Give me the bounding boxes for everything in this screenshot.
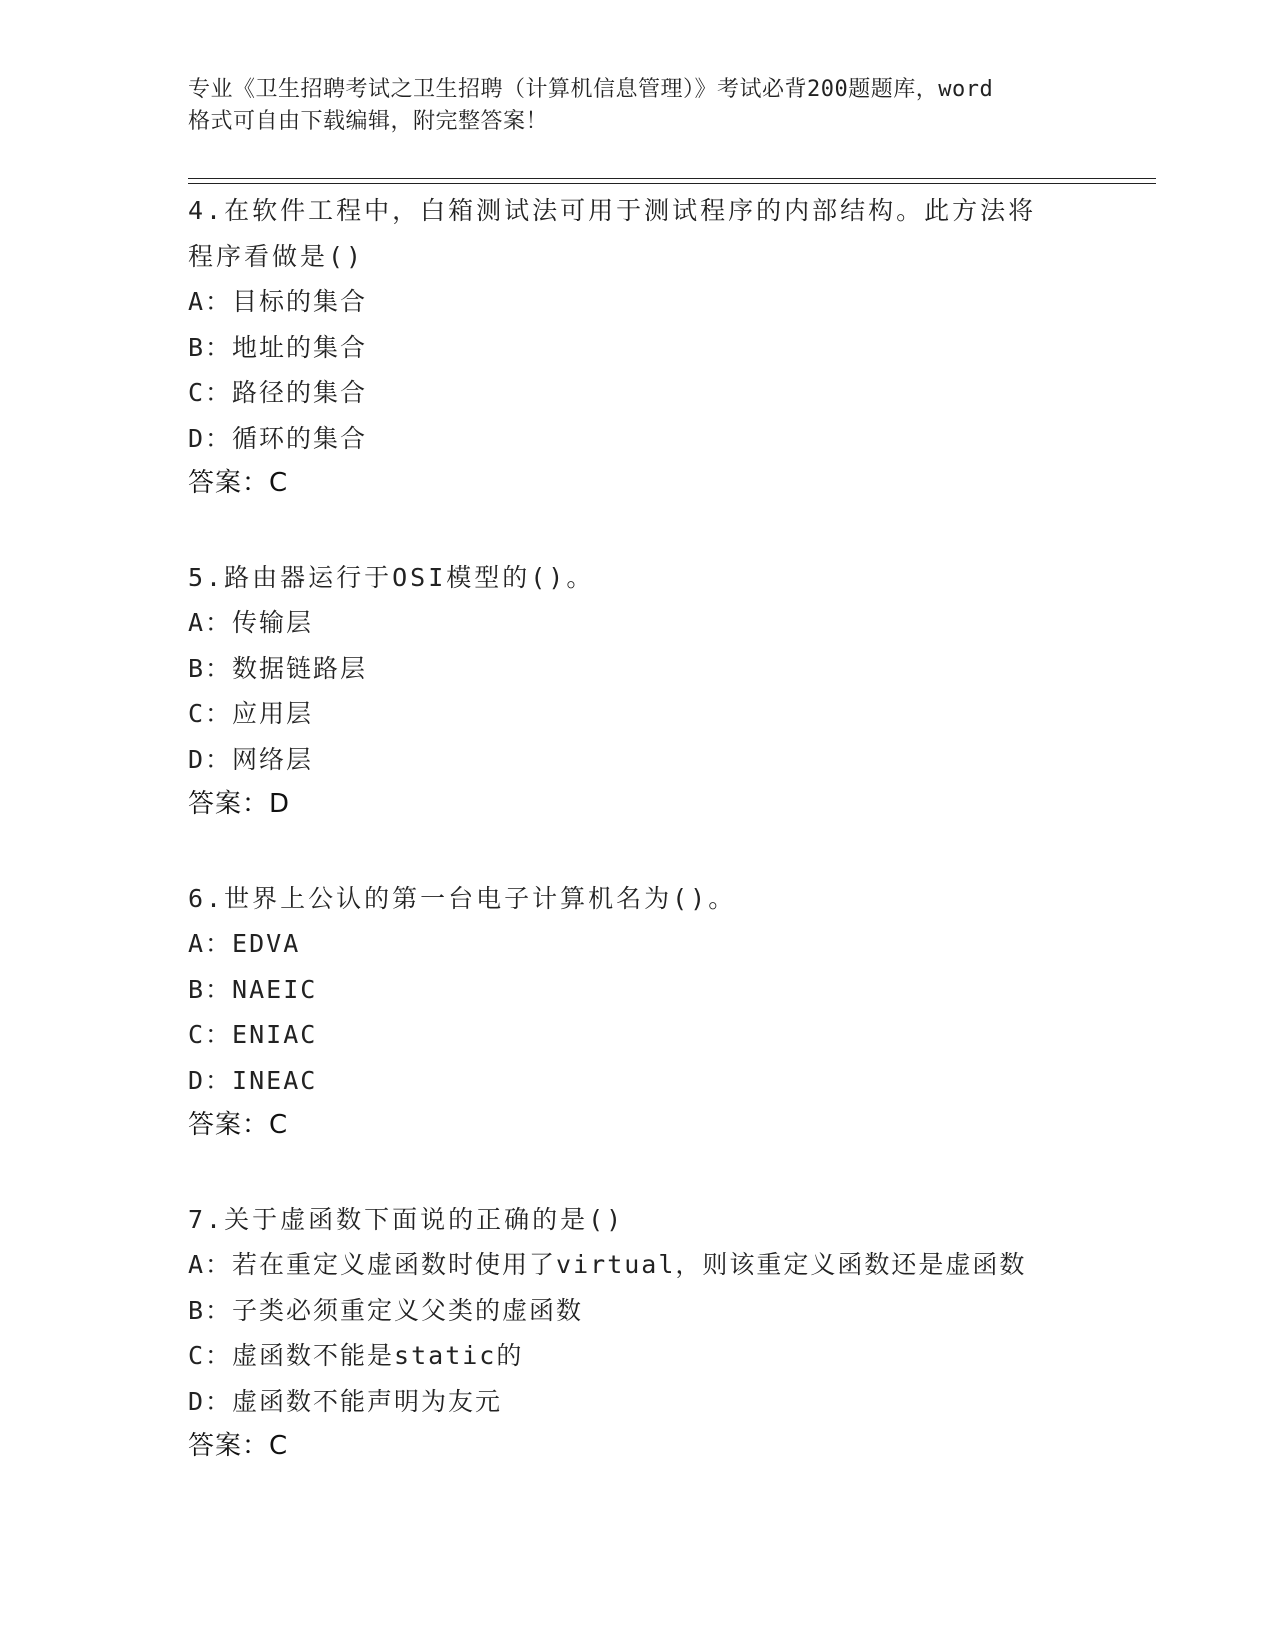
question-spacer <box>188 1149 1148 1197</box>
option-d: D：循环的集合 <box>188 423 368 453</box>
header-divider-top <box>188 178 1156 179</box>
question-6 <box>188 876 1148 1149</box>
question-stem: 4.在软件工程中，白箱测试法可用于测试程序的内部结构。此方法将 <box>188 196 1037 225</box>
option-b: B：地址的集合 <box>188 332 368 362</box>
option-c: C：路径的集合 <box>188 378 368 407</box>
question-list <box>188 188 1148 1470</box>
option-c: C：虚函数不能是static的 <box>188 1341 524 1370</box>
document-header <box>188 74 1088 138</box>
option-a: A：若在重定义虚函数时使用了virtual，则该重定义函数还是虚函数 <box>188 1250 1027 1279</box>
answer-key: 答案：D <box>188 789 291 819</box>
option-d: D：网络层 <box>188 744 314 774</box>
question-stem-continued: 程序看做是() <box>188 241 365 271</box>
header-title-line-1: 专业《卫生招聘考试之卫生招聘（计算机信息管理）》考试必背200题题库，word <box>188 77 994 102</box>
option-d: D：虚函数不能声明为友元 <box>188 1386 503 1416</box>
option-b: B：NAEIC <box>188 974 318 1004</box>
option-c: C：应用层 <box>188 699 314 728</box>
header-divider-bottom <box>188 183 1156 184</box>
question-stem: 6.世界上公认的第一台电子计算机名为()。 <box>188 883 737 913</box>
answer-key: 答案：C <box>188 1431 289 1461</box>
option-a: A：目标的集合 <box>188 287 368 316</box>
question-spacer <box>188 507 1148 555</box>
option-b: B：数据链路层 <box>188 653 368 683</box>
question-stem: 7.关于虚函数下面说的正确的是() <box>188 1204 625 1234</box>
header-title-line-2: 格式可自由下载编辑，附完整答案！ <box>188 109 549 134</box>
question-7 <box>188 1197 1148 1470</box>
option-b: B：子类必须重定义父类的虚函数 <box>188 1295 584 1325</box>
answer-key: 答案：C <box>188 1110 289 1140</box>
option-a: A：EDVA <box>188 929 301 958</box>
option-a: A：传输层 <box>188 608 314 637</box>
question-stem: 5.路由器运行于OSI模型的()。 <box>188 562 595 592</box>
answer-key: 答案：C <box>188 468 289 498</box>
option-c: C：ENIAC <box>188 1020 318 1049</box>
question-5 <box>188 555 1148 828</box>
option-d: D：INEAC <box>188 1065 318 1095</box>
question-spacer <box>188 828 1148 876</box>
question-4 <box>188 188 1148 507</box>
